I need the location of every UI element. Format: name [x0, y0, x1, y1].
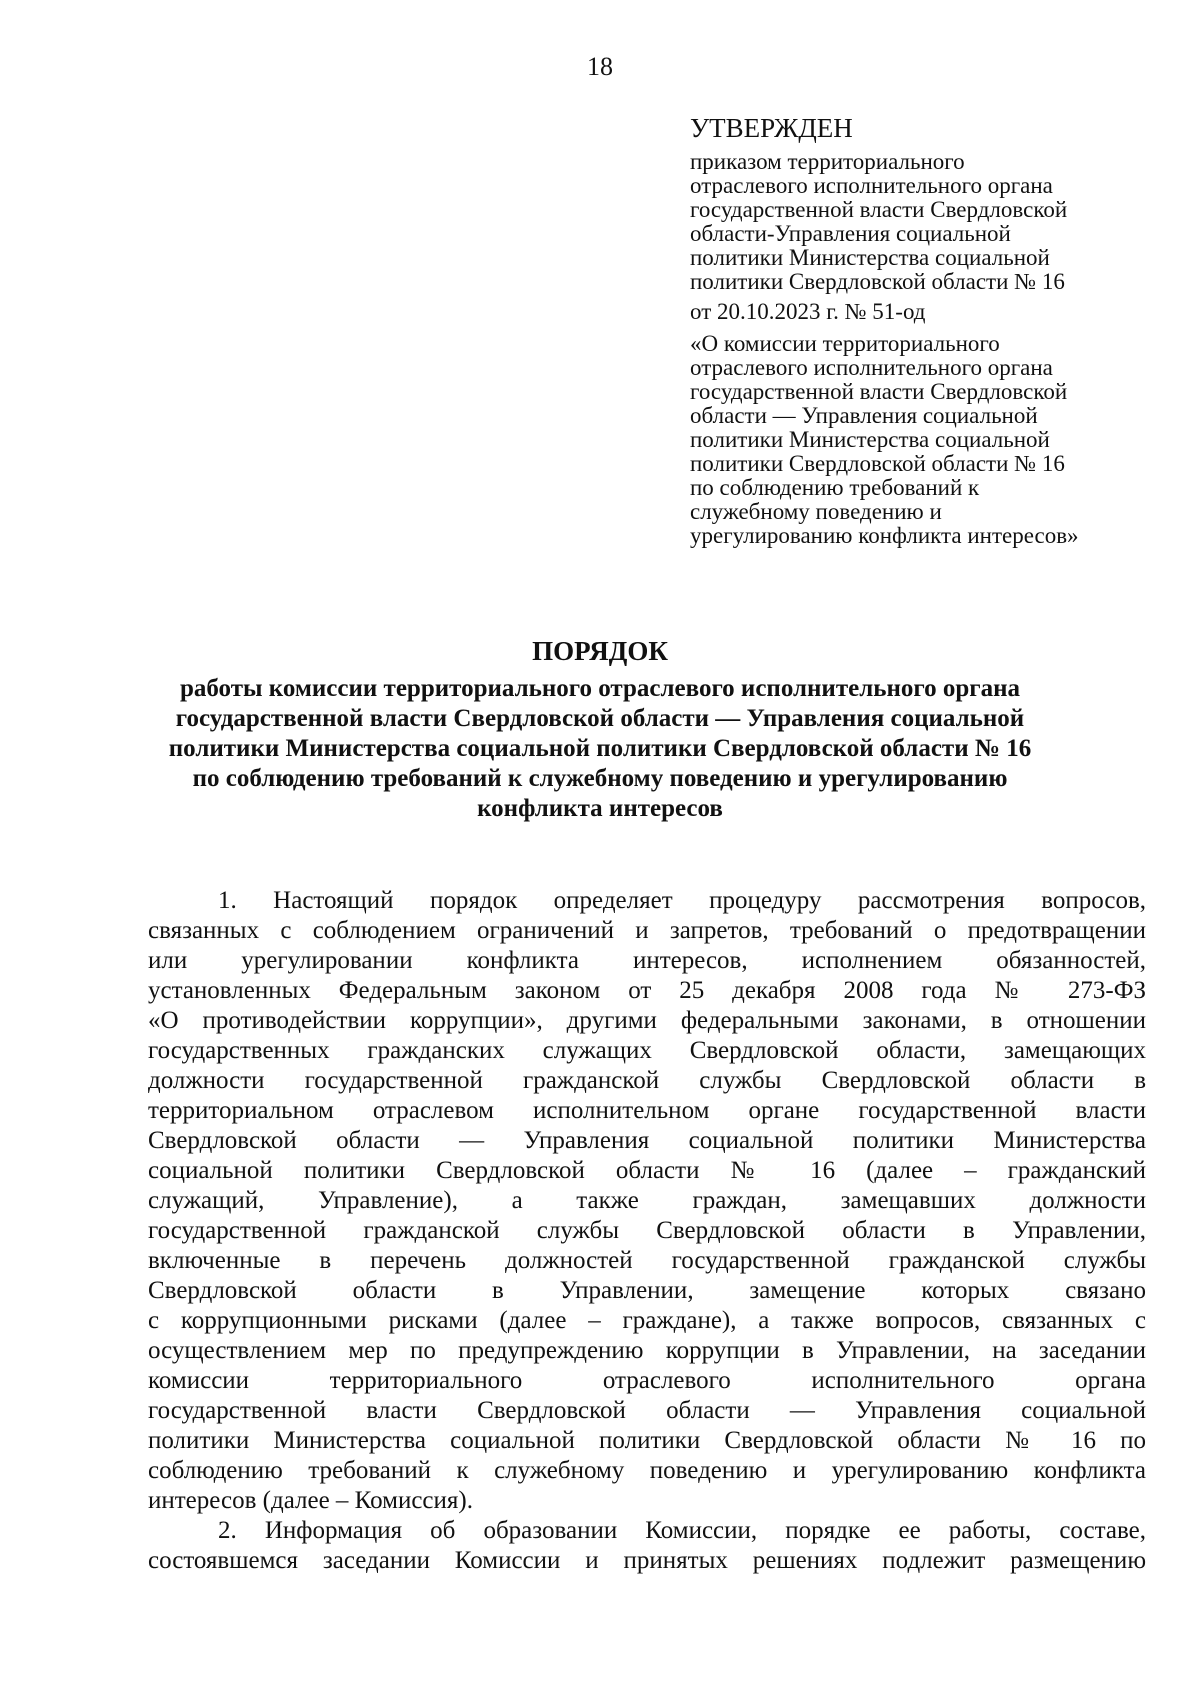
- document-body: [148, 886, 1146, 1576]
- paragraph-1-line: государственной гражданской службы Свердловской области в Управлении,: [148, 1217, 1146, 1244]
- paragraph-1-line: Свердловской области — Управления социальной политики Министерства: [148, 1127, 1146, 1154]
- approval-issuer-line: приказом территориального: [690, 149, 965, 174]
- approval-order-title-line: «О комиссии территориального: [690, 331, 1000, 356]
- document-subtitle-line: конфликта интересов: [477, 795, 723, 822]
- paragraph-1-line: установленных Федеральным законом от 25 декабря 2008 года № 273-ФЗ: [148, 977, 1146, 1004]
- paragraph-1-line: «О противодействии коррупции», другими федеральными законами, в отношении: [148, 1007, 1146, 1034]
- paragraph-1-line: служащий, Управление), а также граждан, замещавших должности: [148, 1187, 1146, 1214]
- paragraph-2-line: состоявшемся заседании Комиссии и принятых решениях подлежит размещению: [148, 1547, 1146, 1574]
- paragraph-1-line: политики Министерства социальной политики Свердловской области № 16 по: [148, 1427, 1146, 1454]
- document-subtitle-line: работы комиссии территориального отраслевого исполнительного органа: [179, 675, 1021, 702]
- approval-issuer: [690, 150, 1160, 294]
- paragraph-1-line: связанных с соблюдением ограничений и запретов, требований о предотвращении: [148, 917, 1146, 944]
- document-subtitle-line: государственной власти Свердловской области — Управления социальной: [175, 705, 1025, 732]
- paragraph-1-line: осуществлением мер по предупреждению коррупции в Управлении, на заседании: [148, 1337, 1146, 1364]
- document-heading: [140, 634, 1060, 824]
- approval-stamp: [690, 112, 1160, 548]
- paragraph-1-line: комиссии территориального отраслевого исполнительного органа: [148, 1367, 1146, 1394]
- approval-order-title-line: по соблюдению требований к: [690, 475, 980, 500]
- paragraph-1-line: государственных гражданских служащих Свердловской области, замещающих: [148, 1037, 1146, 1064]
- approval-order-title-line: служебному поведению и: [690, 499, 942, 524]
- approval-order-title-line: политики Свердловской области № 16: [690, 451, 1065, 476]
- paragraph-1-line: интересов (далее – Комиссия).: [148, 1487, 473, 1514]
- approval-order-reference: от 20.10.2023 г. № 51-од: [690, 299, 926, 324]
- approval-issuer-line: политики Свердловской области № 16: [690, 269, 1065, 294]
- paragraph-2-line: 2. Информация об образовании Комиссии, порядке ее работы, составе,: [218, 1517, 1146, 1544]
- approval-title: УТВЕРЖДЕН: [690, 113, 853, 143]
- paragraph-1-line: должности государственной гражданской службы Свердловской области в: [148, 1067, 1146, 1094]
- approval-issuer-line: политики Министерства социальной: [690, 245, 1050, 270]
- paragraph-1-line: территориальном отраслевом исполнительном органе государственной власти: [148, 1097, 1146, 1124]
- paragraph-1-line: Свердловской области в Управлении, замещение которых связано: [148, 1277, 1146, 1304]
- approval-order-title-line: области — Управления социальной: [690, 403, 1038, 428]
- paragraph-1-line: 1. Настоящий порядок определяет процедуру рассмотрения вопросов,: [218, 887, 1146, 914]
- page-number: 18: [587, 52, 613, 81]
- paragraph-1-line: социальной политики Свердловской области № 16 (далее – гражданский: [148, 1157, 1146, 1184]
- approval-order-title-line: политики Министерства социальной: [690, 427, 1050, 452]
- document-title: ПОРЯДОК: [532, 636, 668, 666]
- paragraph-1-line: включенные в перечень должностей государственной гражданской службы: [148, 1247, 1146, 1274]
- document-subtitle-line: по соблюдению требований к служебному поведению и урегулированию: [192, 765, 1008, 792]
- paragraph-1-line: или урегулировании конфликта интересов, исполнением обязанностей,: [148, 947, 1146, 974]
- approval-issuer-line: области-Управления социальной: [690, 221, 1011, 246]
- document-subtitle-line: политики Министерства социальной политики Свердловской области № 16: [168, 735, 1032, 762]
- approval-order-title-line: государственной власти Свердловской: [690, 379, 1068, 404]
- paragraph-1-line: с коррупционными рисками (далее – граждане), а также вопросов, связанных с: [148, 1307, 1146, 1334]
- paragraph-1-line: соблюдению требований к служебному поведению и урегулированию конфликта: [148, 1457, 1146, 1484]
- approval-order-title-line: урегулированию конфликта интересов»: [690, 523, 1079, 548]
- approval-issuer-line: отраслевого исполнительного органа: [690, 173, 1053, 198]
- approval-order-title-line: отраслевого исполнительного органа: [690, 355, 1053, 380]
- paragraph-1-line: государственной власти Свердловской области — Управления социальной: [148, 1397, 1146, 1424]
- approval-order-title: [690, 332, 1160, 548]
- approval-issuer-line: государственной власти Свердловской: [690, 197, 1068, 222]
